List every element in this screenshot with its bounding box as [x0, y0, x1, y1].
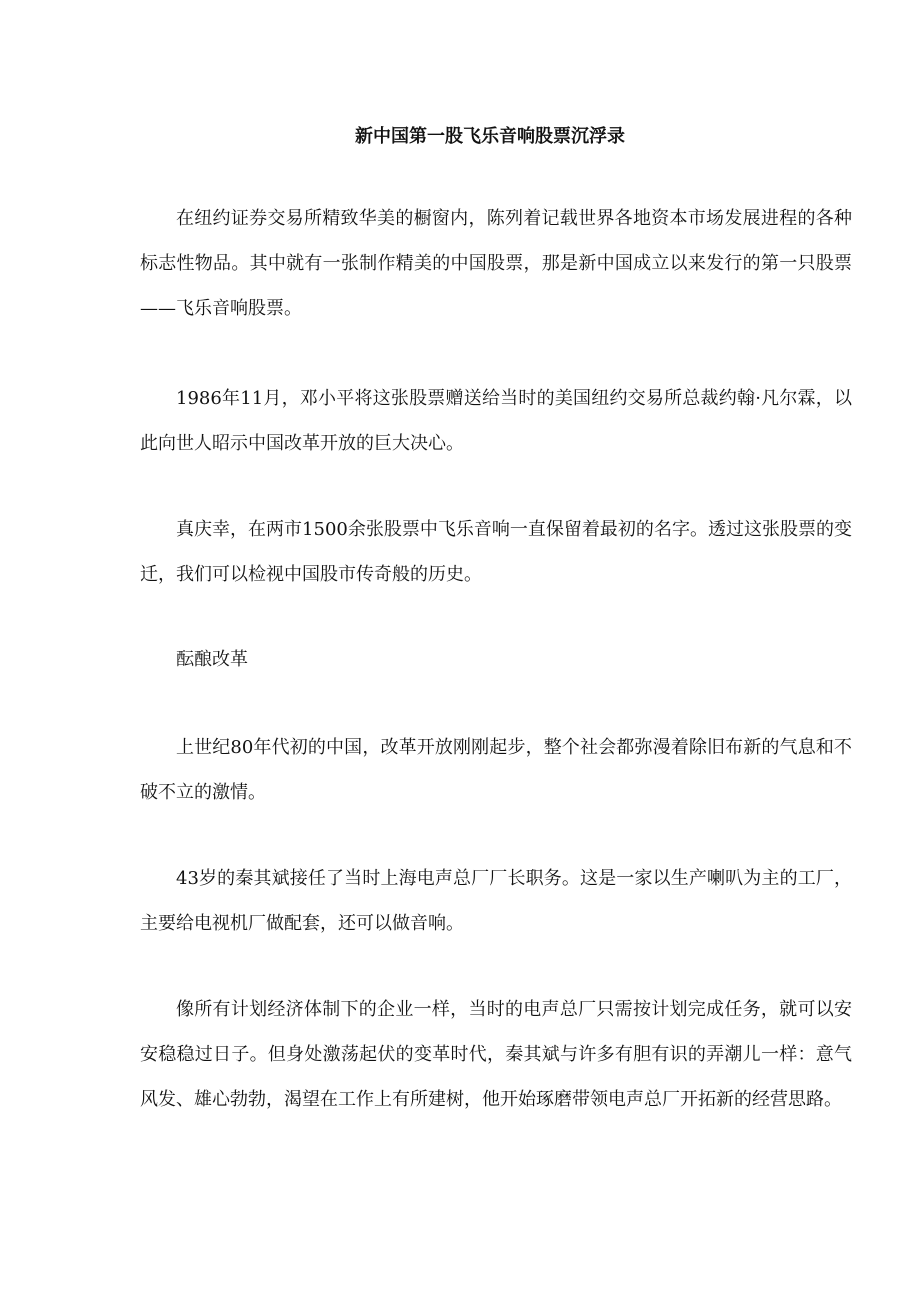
paragraph-original-name: 真庆幸，在两市1500余张股票中飞乐音响一直保留着最初的名字。透过这张股票的变迁，我们可以检视中国股市传奇般的历史。 — [140, 519, 852, 585]
paragraph-deng-gift: 1986年11月，邓小平将这张股票赠送给当时的美国纽约交易所总裁约翰·凡尔霖，以此向世人昭示中国改革开放的巨大决心。 — [140, 388, 852, 454]
paragraph-qin-qibin: 43岁的秦其斌接任了当时上海电声总厂厂长职务。这是一家以生产喇叭为主的工厂，主要给电视机厂做配套，还可以做音响。 — [140, 868, 852, 934]
section-heading: 酝酿改革 — [176, 649, 248, 670]
paragraph-reform-start: 上世纪80年代初的中国，改革开放刚刚起步，整个社会都弥漫着除旧布新的气息和不破不立的激情。 — [140, 737, 852, 803]
paragraph-planned-economy: 像所有计划经济体制下的企业一样，当时的电声总厂只需按计划完成任务，就可以安安稳稳过日子。但身处激荡起伏的变革时代，秦其斌与许多有胆有识的弄潮儿一样：意气风发、雄心勃勃，渴望在工作上有所建树，他开始琢磨带领电声总厂开拓新的经营思路。 — [140, 999, 852, 1110]
paragraph-nyse-window: 在纽约证券交易所精致华美的橱窗内，陈列着记载世界各地资本市场发展进程的各种标志性物品。其中就有一张制作精美的中国股票，那是新中国成立以来发行的第一只股票——飞乐音响股票。 — [140, 208, 852, 319]
document-title: 新中国第一股飞乐音响股票沉浮录 — [355, 126, 625, 147]
